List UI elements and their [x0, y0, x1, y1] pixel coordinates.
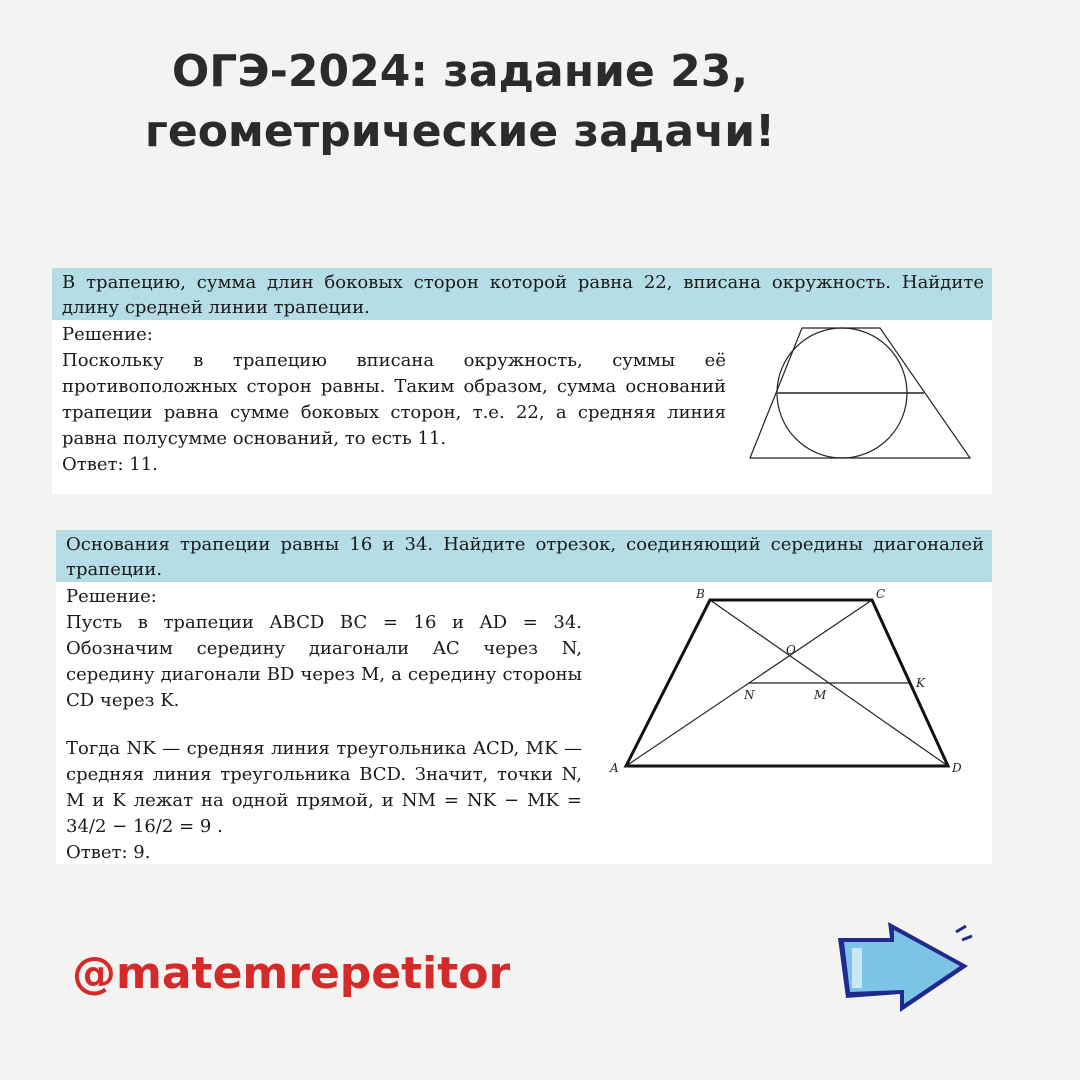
problem-2-solution-text-1: Пусть в трапеции ABCD BC = 16 и AD = 34. Обозначим середину диагонали AC через N, середину диагонали BD через M, а середину стороны CD через K.: [66, 612, 582, 711]
label-c: C: [876, 587, 886, 601]
instagram-handle[interactable]: @matemrepetitor: [72, 948, 511, 999]
problem-2-solution: [66, 584, 582, 866]
label-m: M: [814, 688, 827, 702]
title-line-2: геометрические задачи!: [144, 106, 776, 157]
solution-label: Решение:: [66, 586, 157, 607]
problem-1-solution: [62, 322, 726, 478]
label-b: B: [696, 587, 705, 601]
problem-2-answer: Ответ: 9.: [66, 842, 151, 863]
page-title: [0, 42, 920, 162]
label-k: K: [916, 676, 925, 690]
label-a: A: [610, 761, 619, 775]
problem-card-1: [52, 268, 992, 494]
problem-card-2: [56, 530, 992, 864]
problem-2-statement: Основания трапеции равны 16 и 34. Найдите отрезок, соединяющий середины диагоналей трапеции.: [56, 530, 992, 582]
next-arrow-icon[interactable]: [828, 918, 978, 1018]
problem-1-answer: Ответ: 11.: [62, 454, 158, 475]
solution-label: Решение:: [62, 324, 153, 345]
trapezoid-diagonals-figure: [606, 582, 990, 782]
label-o: O: [786, 643, 796, 657]
problem-1-solution-text: Поскольку в трапецию вписана окружность, суммы её противоположных сторон равны. Таким образом, сумма оснований трапеции равна сумме боковых сторон, т.е. 22, а средняя линия равна полусумме оснований, то есть 11.: [62, 350, 726, 449]
label-n: N: [744, 688, 755, 702]
problem-2-solution-text-2: Тогда NK — средняя линия треугольника ACD, MK — средняя линия треугольника BCD. Значит, точки N, M и K лежат на одной прямой, и NM = NK − MK = 34/2 − 16/2 = 9 .: [66, 738, 582, 837]
inscribed-circle-trapezoid-figure: [746, 322, 986, 490]
title-line-1: ОГЭ-2024: задание 23,: [171, 46, 749, 97]
problem-1-statement: В трапецию, сумма длин боковых сторон которой равна 22, вписана окружность. Найдите длину средней линии трапеции.: [52, 268, 992, 320]
label-d: D: [952, 761, 962, 775]
